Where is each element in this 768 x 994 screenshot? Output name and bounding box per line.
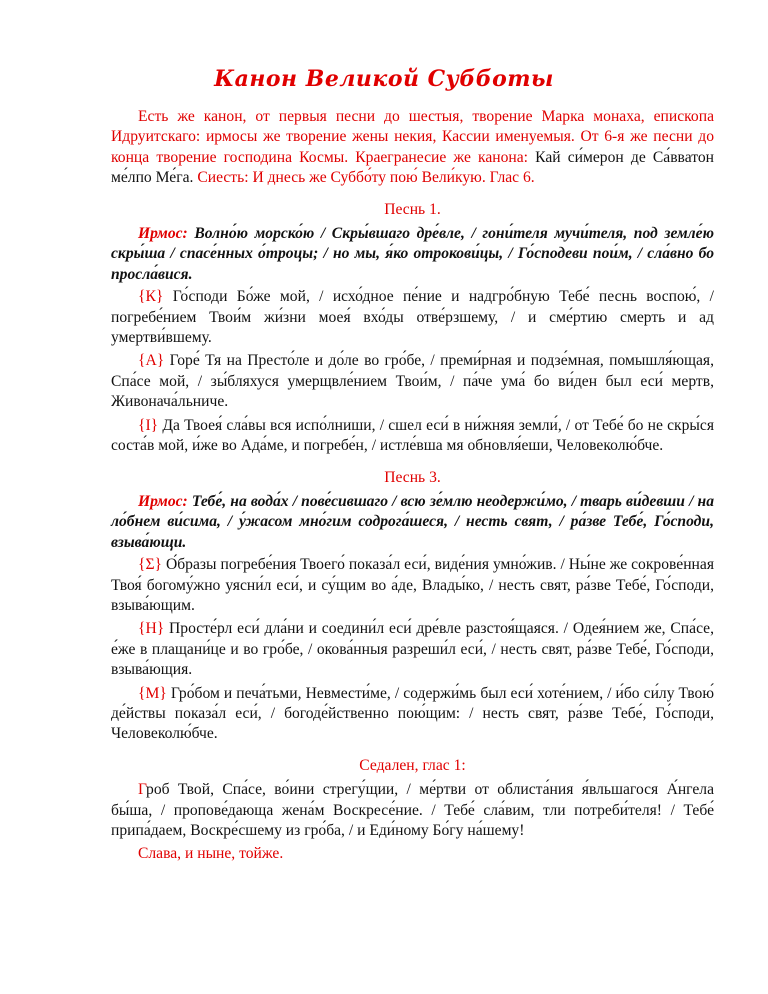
initial-letter: Г <box>138 781 147 799</box>
troparion-text: Да Твоея́ сла́вы вся испо́лниши, / сшел еси́ в ни́жняя земли́, / от Тебе́ бо не скры́ся соста́в мой, и́же во Ада́ме, и погребе́н, / истле́вша мя обновля́еши, Человеколю́бче. <box>111 416 714 455</box>
irmos-label: Ирмос: <box>138 492 188 510</box>
troparion-text: Горе́ Тя на Престо́ле и до́ле во гро́бе, / преми́рная и подзе́мная, помышля́ющая, Спа́се мой, / зы́бляхуся умерщвле́нием Твои́м, / па́че ума́ бо ви́ден был еси́ мертв, Живонача́льниче. <box>111 352 714 411</box>
troparion-mark: {Н} <box>138 620 165 638</box>
troparion-mark: {І} <box>138 416 159 434</box>
troparion-mark: {К} <box>138 288 164 306</box>
document-body <box>111 107 714 865</box>
troparion-mark: {Σ} <box>138 556 163 574</box>
troparion-text: О́бразы погребе́ния Твоего́ показа́л еси́, виде́ния умно́жив. / Ны́не же сокрове́нная Твоя́ богому́жно уясни́л еси́, и су́щим во а́де, Влады́ко, / несть свят, ра́зве Тебе́, Го́споди, взыва́ющим. <box>111 556 714 614</box>
intro-text: Есть же канон, от первыя песни до шестыя, творение Марка монаха, епископа Идруитскаго: ирмосы же творение жены некия, Кассии именуемыя. От 6-я же песни до конца творение господина Космы. Краегранесие же канона: <box>111 108 714 166</box>
ode-1-heading: Песнь 1. <box>384 200 441 218</box>
page-title: Канон Великой Субботы <box>214 66 554 92</box>
intro-text-2: Сиесть: И днесь же Суббо́ту пою́ Вели́кую. Глас 6. <box>193 169 535 187</box>
troparion <box>111 351 714 412</box>
troparion-text: Просте́рл еси́ дла́ни и соедини́л еси́ дре́вле разстоя́щаяся. / Одея́нием же, Спа́се, е́же в плащани́це и во гро́бе, / окова́нныя разреши́л еси́, / несть свят, ра́зве Тебе́, Го́споди, взыва́ющия. <box>111 620 714 679</box>
intro-paragraph <box>111 107 714 189</box>
sedalen-text <box>111 780 714 841</box>
sedalen-heading: Седален, глас 1: <box>359 756 466 774</box>
troparion-text: Гро́бом и печа́тьми, Невмести́ме, / содержи́мь был еси́ хоте́нием, / и́бо си́лу Твою́ де́йствы показа́л еси́, / богоде́йственно пою́щим: / несть свят, ра́зве Тебе́, Го́споди, Человеколю́бче. <box>111 684 714 743</box>
troparion <box>111 555 714 616</box>
troparion <box>111 684 714 745</box>
irmos-text: Тебе́, на вода́х / пове́сившаго / всю зе́млю неодержи́мо, / тварь ви́девши / на ло́бнем ви́сима, / у́жасом мно́гим содрога́шеся, / несть свят, / ра́зве Тебе́, Го́споди, взыва́ющи. <box>111 492 714 551</box>
troparion <box>111 619 714 680</box>
ode-3-heading: Песнь 3. <box>384 468 441 486</box>
closing-line: Слава, и ныне, тойже. <box>138 845 284 863</box>
troparion-text: Го́споди Бо́же мой, / исхо́дное пе́ние и надгро́бную Тебе́ песнь воспою́, / погребе́нием Твои́м жи́зни моея́ вхо́ды отве́рзшему, / и сме́ртию смерть и ад умертви́вшему. <box>111 288 714 347</box>
acrostic: Кай си́мерон де Са́вватон ме́лпо Ме́га. <box>111 148 714 187</box>
irmos-label: Ирмос: <box>138 225 188 243</box>
troparion <box>111 416 714 457</box>
troparion-mark: {М} <box>138 684 167 702</box>
ode-3-irmos <box>111 492 714 553</box>
sedalen-body: роб Твой, Спа́се, во́ини стрегу́щии, / ме́ртви от облиста́ния я́вльшагося А́нгела бы́ша, / пропове́дающа жена́м Воскресе́ние. / Тебе́ сла́вим, тли потреби́теля! / Тебе́ припа́даем, Воскре́сшему из гро́ба, / и Еди́ному Бо́гу на́шему! <box>111 781 714 839</box>
irmos-text: Волно́ю морско́ю / Скры́вшаго дре́вле, / гони́теля мучи́теля, под земле́ю скры́ша / спасе́нных о́троцы; / но мы, я́ко отрокови́цы, / Го́сподеви пои́м, / сла́вно бо просла́вися. <box>111 225 714 283</box>
troparion <box>111 287 714 348</box>
troparion-mark: {А} <box>138 352 165 370</box>
ode-1-irmos <box>111 224 714 285</box>
